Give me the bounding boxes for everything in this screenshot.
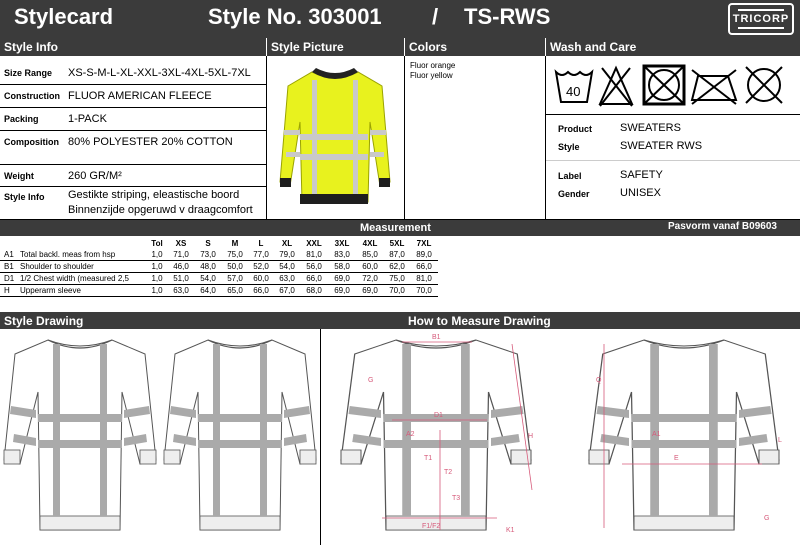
measure-front-drawing [341,340,534,530]
label-t2: T2 [444,469,453,476]
label-e: E [674,455,679,462]
measurement-table [0,238,438,297]
column-header: 7XL [416,239,432,248]
no-bleach-icon [600,68,632,106]
row-divider [0,84,266,85]
row-description: 1/2 Chest width (measured 2,5 [20,273,146,285]
column-header: XXL [306,239,322,248]
style-drawing-title: Style Drawing [4,314,84,328]
style-drawings [0,330,320,545]
table-cell: 66,0 [248,285,274,297]
divider [404,56,405,220]
column-header: XS [175,239,187,248]
label-l: L [778,437,782,444]
row-divider [546,114,800,115]
table-cell: 60,0 [356,261,384,273]
table-row [0,273,438,285]
column-header: L [258,239,264,248]
measurement-title: Measurement [360,222,431,234]
info-value-weight: 260 GR/M² [68,170,122,182]
row-divider [0,130,266,131]
table-row [0,249,438,261]
table-cell: 50,0 [222,261,248,273]
column-header: 4XL [362,239,378,248]
table-cell: 69,0 [328,285,356,297]
table-cell: 52,0 [248,261,274,273]
no-dry-clean-icon [746,67,782,103]
row-divider [546,160,800,161]
wash-care-icons [552,60,796,112]
row-code: A1 [0,249,20,261]
table-cell: 63,0 [168,285,194,297]
table-cell: 63,0 [274,273,300,285]
label-b1: B1 [432,334,441,341]
label-f: F1/F2 [422,523,441,530]
row-code: B1 [0,261,20,273]
column-header: 3XL [334,239,350,248]
table-cell: 81,0 [300,249,328,261]
table-cell: 62,0 [384,261,410,273]
label-g: G [368,377,374,384]
page-title: Stylecard [14,4,114,29]
table-cell: 75,0 [384,273,410,285]
label-t3: T3 [452,495,461,502]
table-cell: 89,0 [410,249,438,261]
table-cell: 69,0 [356,285,384,297]
table-cell: 85,0 [356,249,384,261]
gender-value: UNISEX [620,187,661,199]
info-label-packing: Packing [4,114,39,124]
info-label-style-info: Style Info [4,192,45,202]
info-label-weight: Weight [4,171,34,181]
label-h: H [528,433,534,440]
column-header: M [231,239,239,248]
no-iron-icon [692,70,736,104]
table-cell: 46,0 [168,261,194,273]
table-cell: 75,0 [222,249,248,261]
no-tumble-dry-icon [644,66,684,104]
info-value-style-info-1: Gestikte striping, eleastische boord [68,189,240,201]
table-cell: 72,0 [356,273,384,285]
row-description: Shoulder to shoulder [20,261,146,273]
page-header [0,0,800,38]
row-divider [0,107,266,108]
label-d1: D1 [434,412,443,419]
table-cell: 57,0 [222,273,248,285]
section-style-picture [267,38,404,56]
back-drawing [164,340,316,530]
table-cell: 56,0 [300,261,328,273]
gender-label: Gender [558,189,590,199]
pasvorm-label: Pasvorm vanaf B09603 [668,221,777,232]
table-cell: 64,0 [194,285,222,297]
color-fluor-orange: Fluor orange [410,61,456,70]
table-row [0,261,438,273]
table-cell: 68,0 [300,285,328,297]
section-wash-care [546,38,800,56]
info-label-size-range: Size Range [4,68,53,78]
table-cell: 58,0 [328,261,356,273]
table-cell: 1,0 [146,249,168,261]
column-header: S [205,239,211,248]
info-label-composition: Composition [4,137,59,147]
table-cell: 60,0 [248,273,274,285]
label-a2: A2 [406,431,415,438]
section-style-info [0,38,266,56]
style-code: TS-RWS [464,4,551,29]
style-number: Style No. 303001 [208,4,382,29]
product-value: SWEATERS [620,122,681,134]
style-value: SWEATER RWS [620,140,703,152]
measure-back-drawing [589,340,779,530]
divider [266,56,267,220]
table-cell: 79,0 [274,249,300,261]
table-cell: 77,0 [248,249,274,261]
info-value-construction: FLUOR AMERICAN FLEECE [68,90,212,102]
table-cell: 54,0 [274,261,300,273]
info-value-size-range: XS-S-M-L-XL-XXL-3XL-4XL-5XL-7XL [68,67,251,79]
row-code: D1 [0,273,20,285]
front-drawing [4,340,156,530]
table-cell: 1,0 [146,273,168,285]
table-cell: 54,0 [194,273,222,285]
divider [545,56,546,220]
row-description: Upperarm sleeve [20,285,146,297]
how-to-measure-drawings [322,330,800,545]
measurement-bar [0,220,800,236]
row-divider [0,164,266,165]
drawing-bar [0,312,800,329]
label-k1: K1 [506,527,515,534]
wash-temperature: 40 [566,84,581,99]
table-cell: 81,0 [410,273,438,285]
table-cell: 66,0 [300,273,328,285]
column-header: 5XL [389,239,405,248]
row-description: Total backl. meas from hsp [20,249,146,261]
table-cell: 73,0 [194,249,222,261]
section-label: Colors [409,40,448,54]
table-cell: 70,0 [410,285,438,297]
table-row [0,285,438,297]
info-value-composition: 80% POLYESTER 20% COTTON [68,136,233,148]
table-header-row [0,238,438,249]
sweater-picture [272,62,398,212]
divider [320,329,321,545]
table-cell: 51,0 [168,273,194,285]
table-cell: 1,0 [146,261,168,273]
table-cell: 48,0 [194,261,222,273]
table-cell: 65,0 [222,285,248,297]
section-colors [405,38,545,56]
color-fluor-yellow: Fluor yellow [410,71,453,80]
wash-40-icon [556,72,592,102]
table-cell: 71,0 [168,249,194,261]
column-header: Tol [151,239,163,248]
label-label: Label [558,171,582,181]
table-cell: 67,0 [274,285,300,297]
row-code: H [0,285,20,297]
label-t1: T1 [424,455,433,462]
info-label-construction: Construction [4,91,60,101]
label-g2: G [764,515,770,522]
style-label: Style [558,142,580,152]
label-a1: A1 [652,431,661,438]
label-value: SAFETY [620,169,663,181]
info-value-style-info-2: Binnenzijde opgeruwd v draagcomfort [68,204,253,216]
table-cell: 87,0 [384,249,410,261]
how-to-measure-title: How to Measure Drawing [408,314,551,328]
table-cell: 70,0 [384,285,410,297]
section-label: Style Info [4,40,59,54]
section-label: Wash and Care [550,40,637,54]
product-label: Product [558,124,593,134]
section-label: Style Picture [271,40,344,54]
table-cell: 69,0 [328,273,356,285]
tricorp-logo [728,3,794,35]
table-cell: 1,0 [146,285,168,297]
row-divider [0,186,266,187]
logo-text: TRICORP [732,13,790,25]
info-value-packing: 1-PACK [68,113,107,125]
table-cell: 83,0 [328,249,356,261]
label-q: Q [596,377,602,384]
table-cell: 66,0 [410,261,438,273]
column-header: XL [281,239,293,248]
title-slash: / [432,4,439,29]
